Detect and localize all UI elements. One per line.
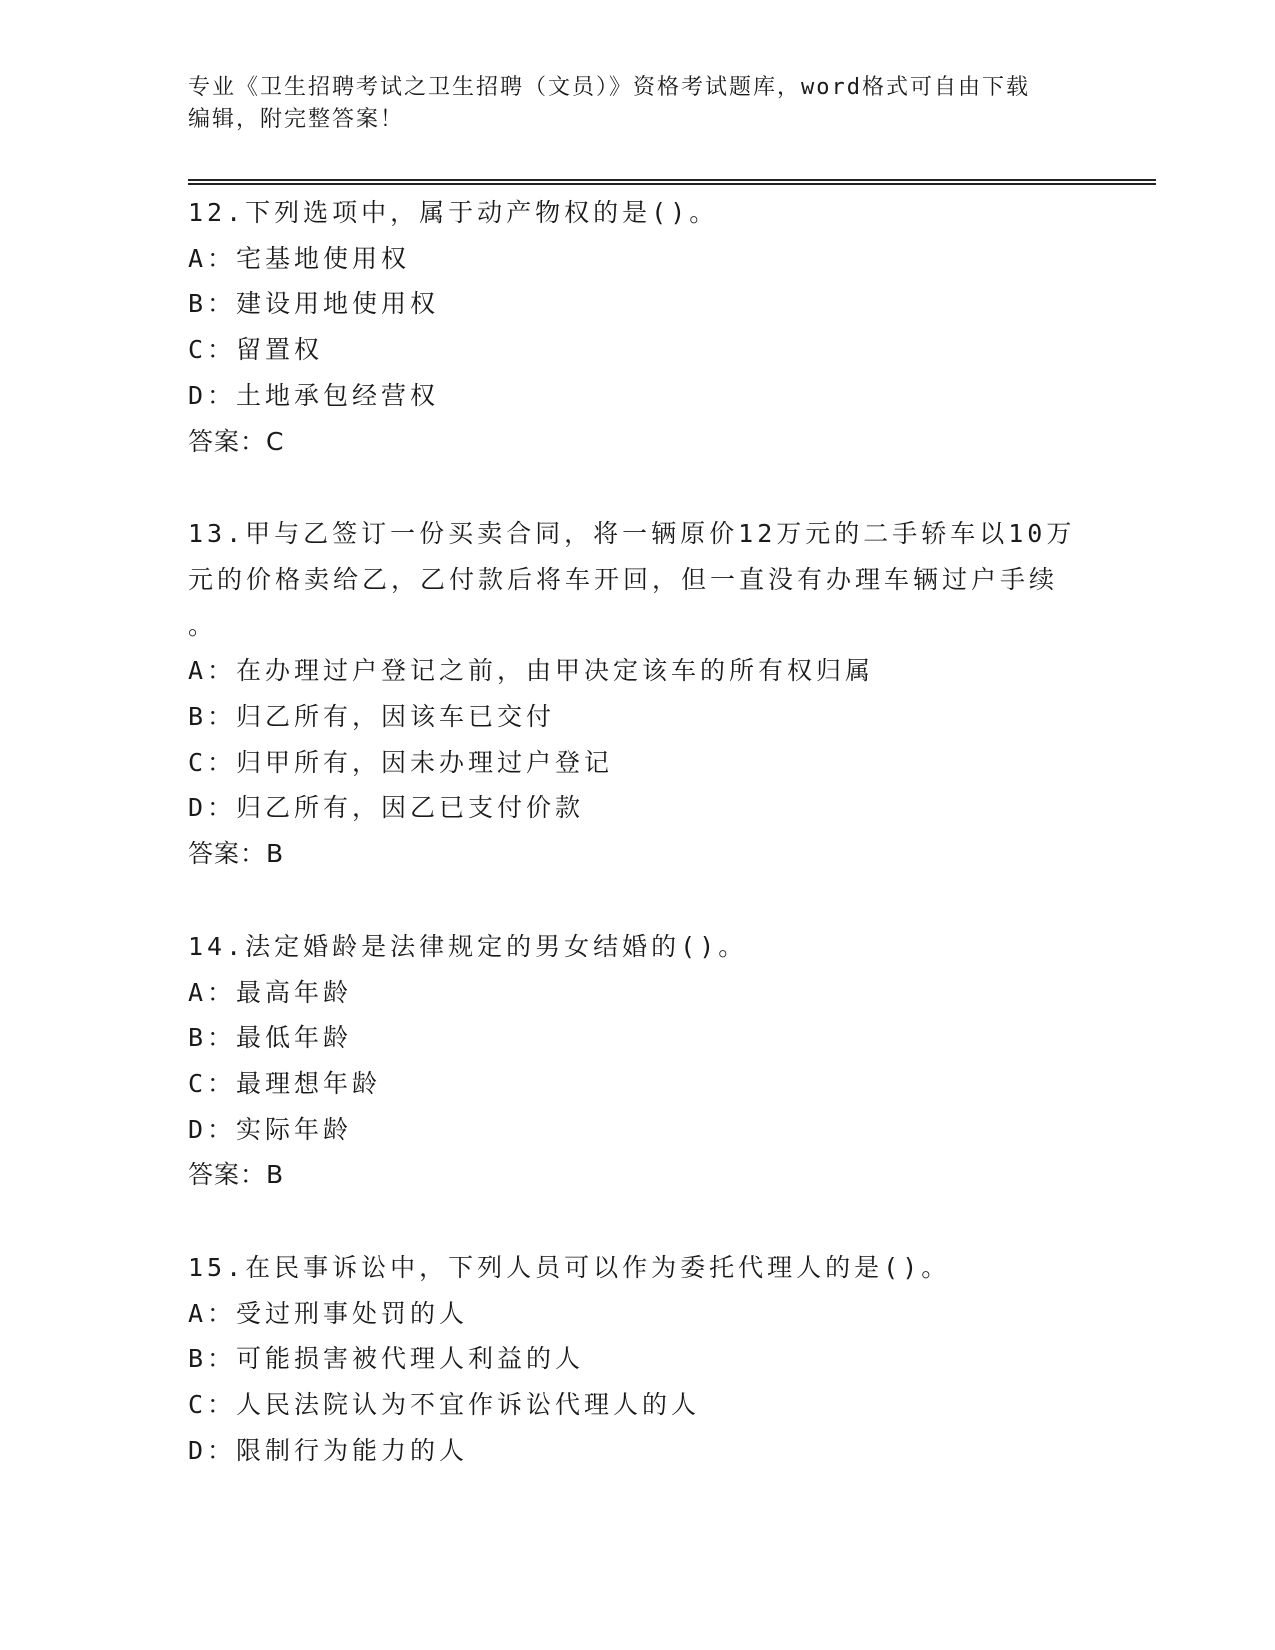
option-c: C：归甲所有，因未办理过户登记 xyxy=(188,747,614,777)
question-15 xyxy=(188,1245,1088,1474)
answer-line: 答案：B xyxy=(188,1160,285,1190)
option-b: B：可能损害被代理人利益的人 xyxy=(188,1344,585,1374)
question-13 xyxy=(188,511,1088,877)
option-c: C：最理想年龄 xyxy=(188,1068,382,1098)
option-d: D：归乙所有，因乙已支付价款 xyxy=(188,793,585,823)
option-a: A：在办理过户登记之前，由甲决定该车的所有权归属 xyxy=(188,656,875,686)
document-header xyxy=(188,72,1088,136)
answer-line: 答案：B xyxy=(188,839,285,869)
question-stem: 12.下列选项中，属于动产物权的是()。 xyxy=(188,198,719,227)
question-stem-line-3: 。 xyxy=(188,610,218,640)
header-divider-top xyxy=(188,179,1156,181)
question-14 xyxy=(188,924,1088,1198)
option-d: D：限制行为能力的人 xyxy=(188,1435,469,1465)
question-stem: 15.在民事诉讼中，下列人员可以作为委托代理人的是()。 xyxy=(188,1253,951,1283)
question-stem: 14.法定婚龄是法律规定的男女结婚的()。 xyxy=(188,931,748,961)
header-divider-bottom xyxy=(188,183,1156,185)
option-c: C：留置权 xyxy=(188,335,324,365)
option-a: A：最高年龄 xyxy=(188,977,353,1007)
option-b: B：建设用地使用权 xyxy=(188,289,440,319)
option-a: A：受过刑事处罚的人 xyxy=(188,1298,469,1328)
option-d: D：实际年龄 xyxy=(188,1114,353,1144)
option-c: C：人民法院认为不宜作诉讼代理人的人 xyxy=(188,1390,701,1420)
answer-line: 答案：C xyxy=(188,426,285,456)
header-line-2: 编辑，附完整答案！ xyxy=(188,107,405,132)
header-line-1: 专业《卫生招聘考试之卫生招聘（文员）》资格考试题库，word格式可自由下载 xyxy=(188,75,1030,100)
option-b: B：归乙所有，因该车已交付 xyxy=(188,702,556,732)
question-stem-line-2: 元的价格卖给乙，乙付款后将车开回，但一直没有办理车辆过户手续 xyxy=(188,564,1059,594)
question-12 xyxy=(188,190,1088,464)
option-a: A：宅基地使用权 xyxy=(188,243,411,273)
option-d: D：土地承包经营权 xyxy=(188,380,440,410)
question-stem-line-1: 13.甲与乙签订一份买卖合同，将一辆原价12万元的二手轿车以10万 xyxy=(188,519,1076,549)
option-b: B：最低年龄 xyxy=(188,1023,353,1053)
question-list xyxy=(188,190,1088,1521)
